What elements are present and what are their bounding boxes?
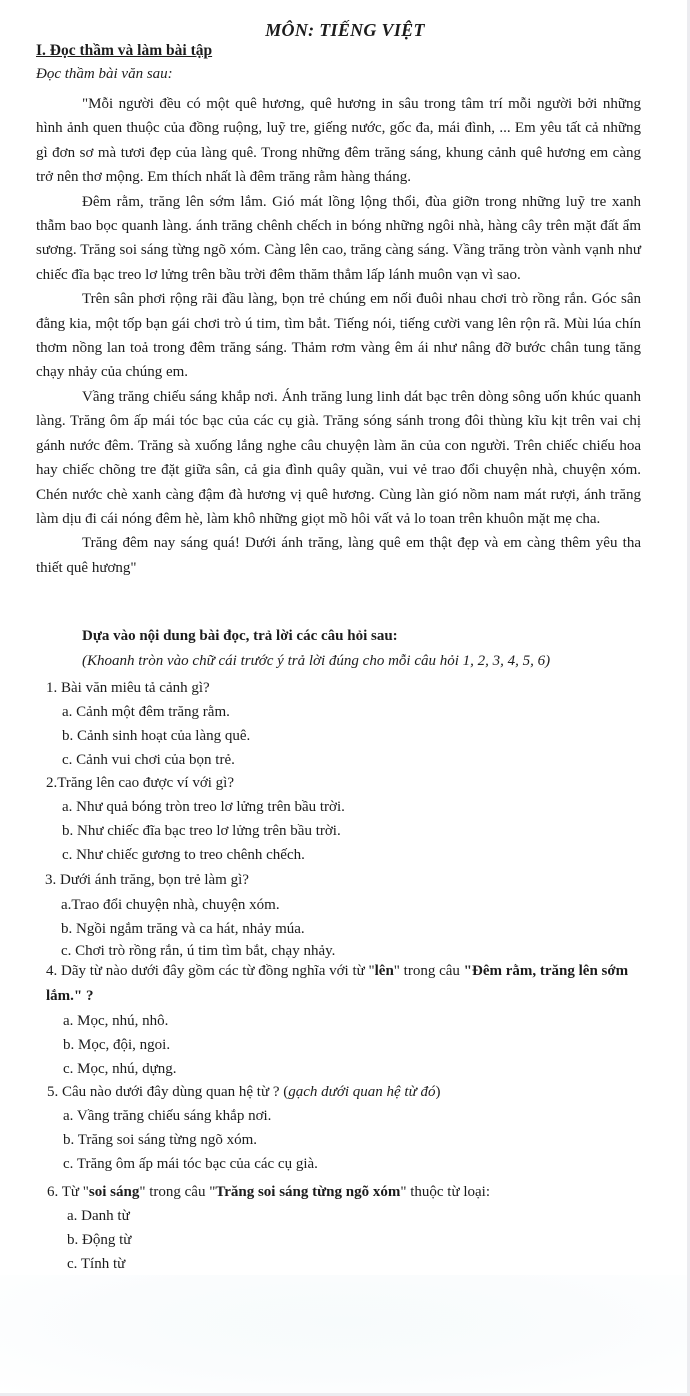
- question-4: [46, 959, 646, 1081]
- question-stem: 1. Bài văn miêu tả cảnh gì?: [46, 680, 210, 696]
- answer-option: b. Ngồi ngắm trăng và ca hát, nhảy múa.: [61, 921, 305, 937]
- stem-text: " thuộc từ loại:: [400, 1184, 490, 1200]
- answer-option: a. Danh từ: [67, 1208, 130, 1224]
- answer-option: a.Trao đổi chuyện nhà, chuyện xóm.: [61, 896, 280, 913]
- questions-instruction-note: (Khoanh tròn vào chữ cái trước ý trả lời đúng cho mỗi câu hỏi 1, 2, 3, 4, 5, 6): [82, 653, 551, 669]
- answer-option: c. Mọc, nhú, dựng.: [63, 1061, 177, 1077]
- question-1: [46, 676, 250, 772]
- question-2: [46, 771, 345, 867]
- answer-option: b. Như chiếc đĩa bạc treo lơ lửng trên bầu trời.: [62, 823, 341, 839]
- question-stem: 2.Trăng lên cao được ví với gì?: [46, 775, 234, 791]
- answer-option: b. Trăng soi sáng từng ngõ xóm.: [63, 1132, 257, 1148]
- stem-text: " trong câu: [393, 963, 464, 979]
- stem-text: 5. Câu nào dưới đây dùng quan hệ từ ? (: [47, 1084, 289, 1100]
- passage-paragraph: "Mỗi người đều có một quê hương, quê hương in sâu trong tâm trí mỗi người bởi những hình ảnh quen thuộc của đồng ruộng, luỹ tre, giếng nước, gốc đa, mái đình, ... Em yêu tất cả những gì đơn sơ mà tươi đẹp của làng quê. Trong những đêm trăng sáng, khung cảnh quê hương em càng trở nên thơ mộng. Em thích nhất là đêm trăng rằm hàng tháng.: [36, 96, 641, 186]
- passage-paragraph: Trên sân phơi rộng rãi đầu làng, bọn trẻ chúng em nối đuôi nhau chơi trò rồng rắn. Góc sân đằng kia, một tốp bạn gái chơi trò ú tim, tìm bắt. Tiếng nói, tiếng cười vang lên rộn rã. Mùi lúa chín thơm nồng lan toả trong đêm trăng sáng. Thảm rơm vàng êm ái như nâng đỡ bước chân tung tăng chạy nhảy của chúng em.: [36, 291, 641, 381]
- question-stem: [46, 959, 646, 1009]
- questions-instruction: Dựa vào nội dung bài đọc, trả lời các câu hỏi sau:: [82, 628, 398, 644]
- stem-text: ): [435, 1084, 441, 1100]
- question-stem: [47, 1080, 441, 1104]
- answer-option: c. Tính từ: [67, 1256, 126, 1272]
- answer-option: a. Như quả bóng tròn treo lơ lửng trên bầu trời.: [62, 799, 345, 815]
- document-title: MÔN: TIẾNG VIỆT: [265, 20, 425, 40]
- stem-text: 4. Dãy từ nào dưới đây gồm các từ đồng nghĩa với từ ": [46, 963, 375, 979]
- passage-paragraph: Trăng đêm nay sáng quá! Dưới ánh trăng, làng quê em thật đẹp và em càng thêm yêu tha thiết quê hương": [36, 535, 641, 576]
- stem-text: " trong câu ": [139, 1184, 216, 1200]
- answer-option: c. Trăng ôm ấp mái tóc bạc của các cụ già.: [63, 1156, 318, 1172]
- question-5: [47, 1080, 441, 1176]
- stem-text: ?: [82, 988, 94, 1004]
- answer-option: a. Cảnh một đêm trăng rằm.: [62, 704, 230, 720]
- reading-intro: Đọc thầm bài văn sau:: [36, 66, 173, 82]
- page-bottom-glare: [0, 1275, 687, 1393]
- stem-text: 6. Từ ": [47, 1184, 89, 1200]
- passage-paragraph: Vầng trăng chiếu sáng khắp nơi. Ánh trăng lung linh dát bạc trên dòng sông uốn khúc quanh làng. Trăng ôm ấp mái tóc bạc của các cụ già. Trăng sóng sánh trong đôi thùng kĩu kịt trên vai chị gánh nước đêm. Trăng sà xuống lắng nghe câu chuyện làm ăn của con người. Trên chiếc chiếu hoa hay chiếc chõng tre đặt giữa sân, cả gia đình quây quần, vui vẻ trao đổi chuyện nhà, chuyện xóm. Chén nước chè xanh càng đậm đà hương vị quê hương. Cùng làn gió nồm nam mát rượi, ánh trăng làm dịu đi cái nóng đêm hè, làm khô những giọt mồ hôi vất vả lo toan trên khuôn mặt mẹ cha.: [36, 388, 641, 527]
- stem-quote: "Đêm rằm, trăng lên sớm lắm.": [46, 963, 629, 1004]
- question-3: [45, 868, 335, 960]
- section-heading: I. Đọc thầm và làm bài tập: [36, 42, 213, 59]
- answer-option: c. Cảnh vui chơi của bọn trẻ.: [62, 752, 235, 768]
- stem-keyword: soi sáng: [88, 1184, 140, 1200]
- question-6: [47, 1180, 490, 1276]
- answer-option: a. Mọc, nhú, nhô.: [63, 1013, 169, 1029]
- reading-passage: [36, 92, 641, 580]
- answer-option: b. Cảnh sinh hoạt của làng quê.: [62, 728, 251, 744]
- answer-option: b. Mọc, đội, ngoi.: [63, 1037, 171, 1053]
- question-stem: 3. Dưới ánh trăng, bọn trẻ làm gì?: [45, 872, 249, 888]
- passage-paragraph: Đêm rằm, trăng lên sớm lắm. Gió mát lồng lộng thổi, đùa giỡn trong những luỹ tre xanh thẫm bao bọc quanh làng. ánh trăng chênh chếch in bóng những ngôi nhà, hàng cây trên mặt đất ẩm sương. Trăng soi sáng từng ngõ xóm. Càng lên cao, trăng càng sáng. Vầng trăng tròn vành vạnh như chiếc đĩa bạc treo lơ lửng trên bầu trời đêm thăm thẳm lấp lánh muôn vạn vì sao.: [36, 193, 641, 283]
- stem-note: gạch dưới quan hệ từ đó: [288, 1084, 436, 1100]
- answer-option: b. Động từ: [67, 1232, 132, 1248]
- answer-option: c. Chơi trò rồng rắn, ú tim tìm bắt, chạy nhảy.: [61, 942, 336, 959]
- stem-quote: Trăng soi sáng từng ngõ xóm: [215, 1184, 401, 1200]
- answer-option: a. Vầng trăng chiếu sáng khắp nơi.: [63, 1108, 272, 1124]
- question-stem: [47, 1180, 490, 1204]
- stem-keyword: lên: [374, 963, 394, 979]
- answer-option: c. Như chiếc gương to treo chênh chếch.: [62, 847, 305, 863]
